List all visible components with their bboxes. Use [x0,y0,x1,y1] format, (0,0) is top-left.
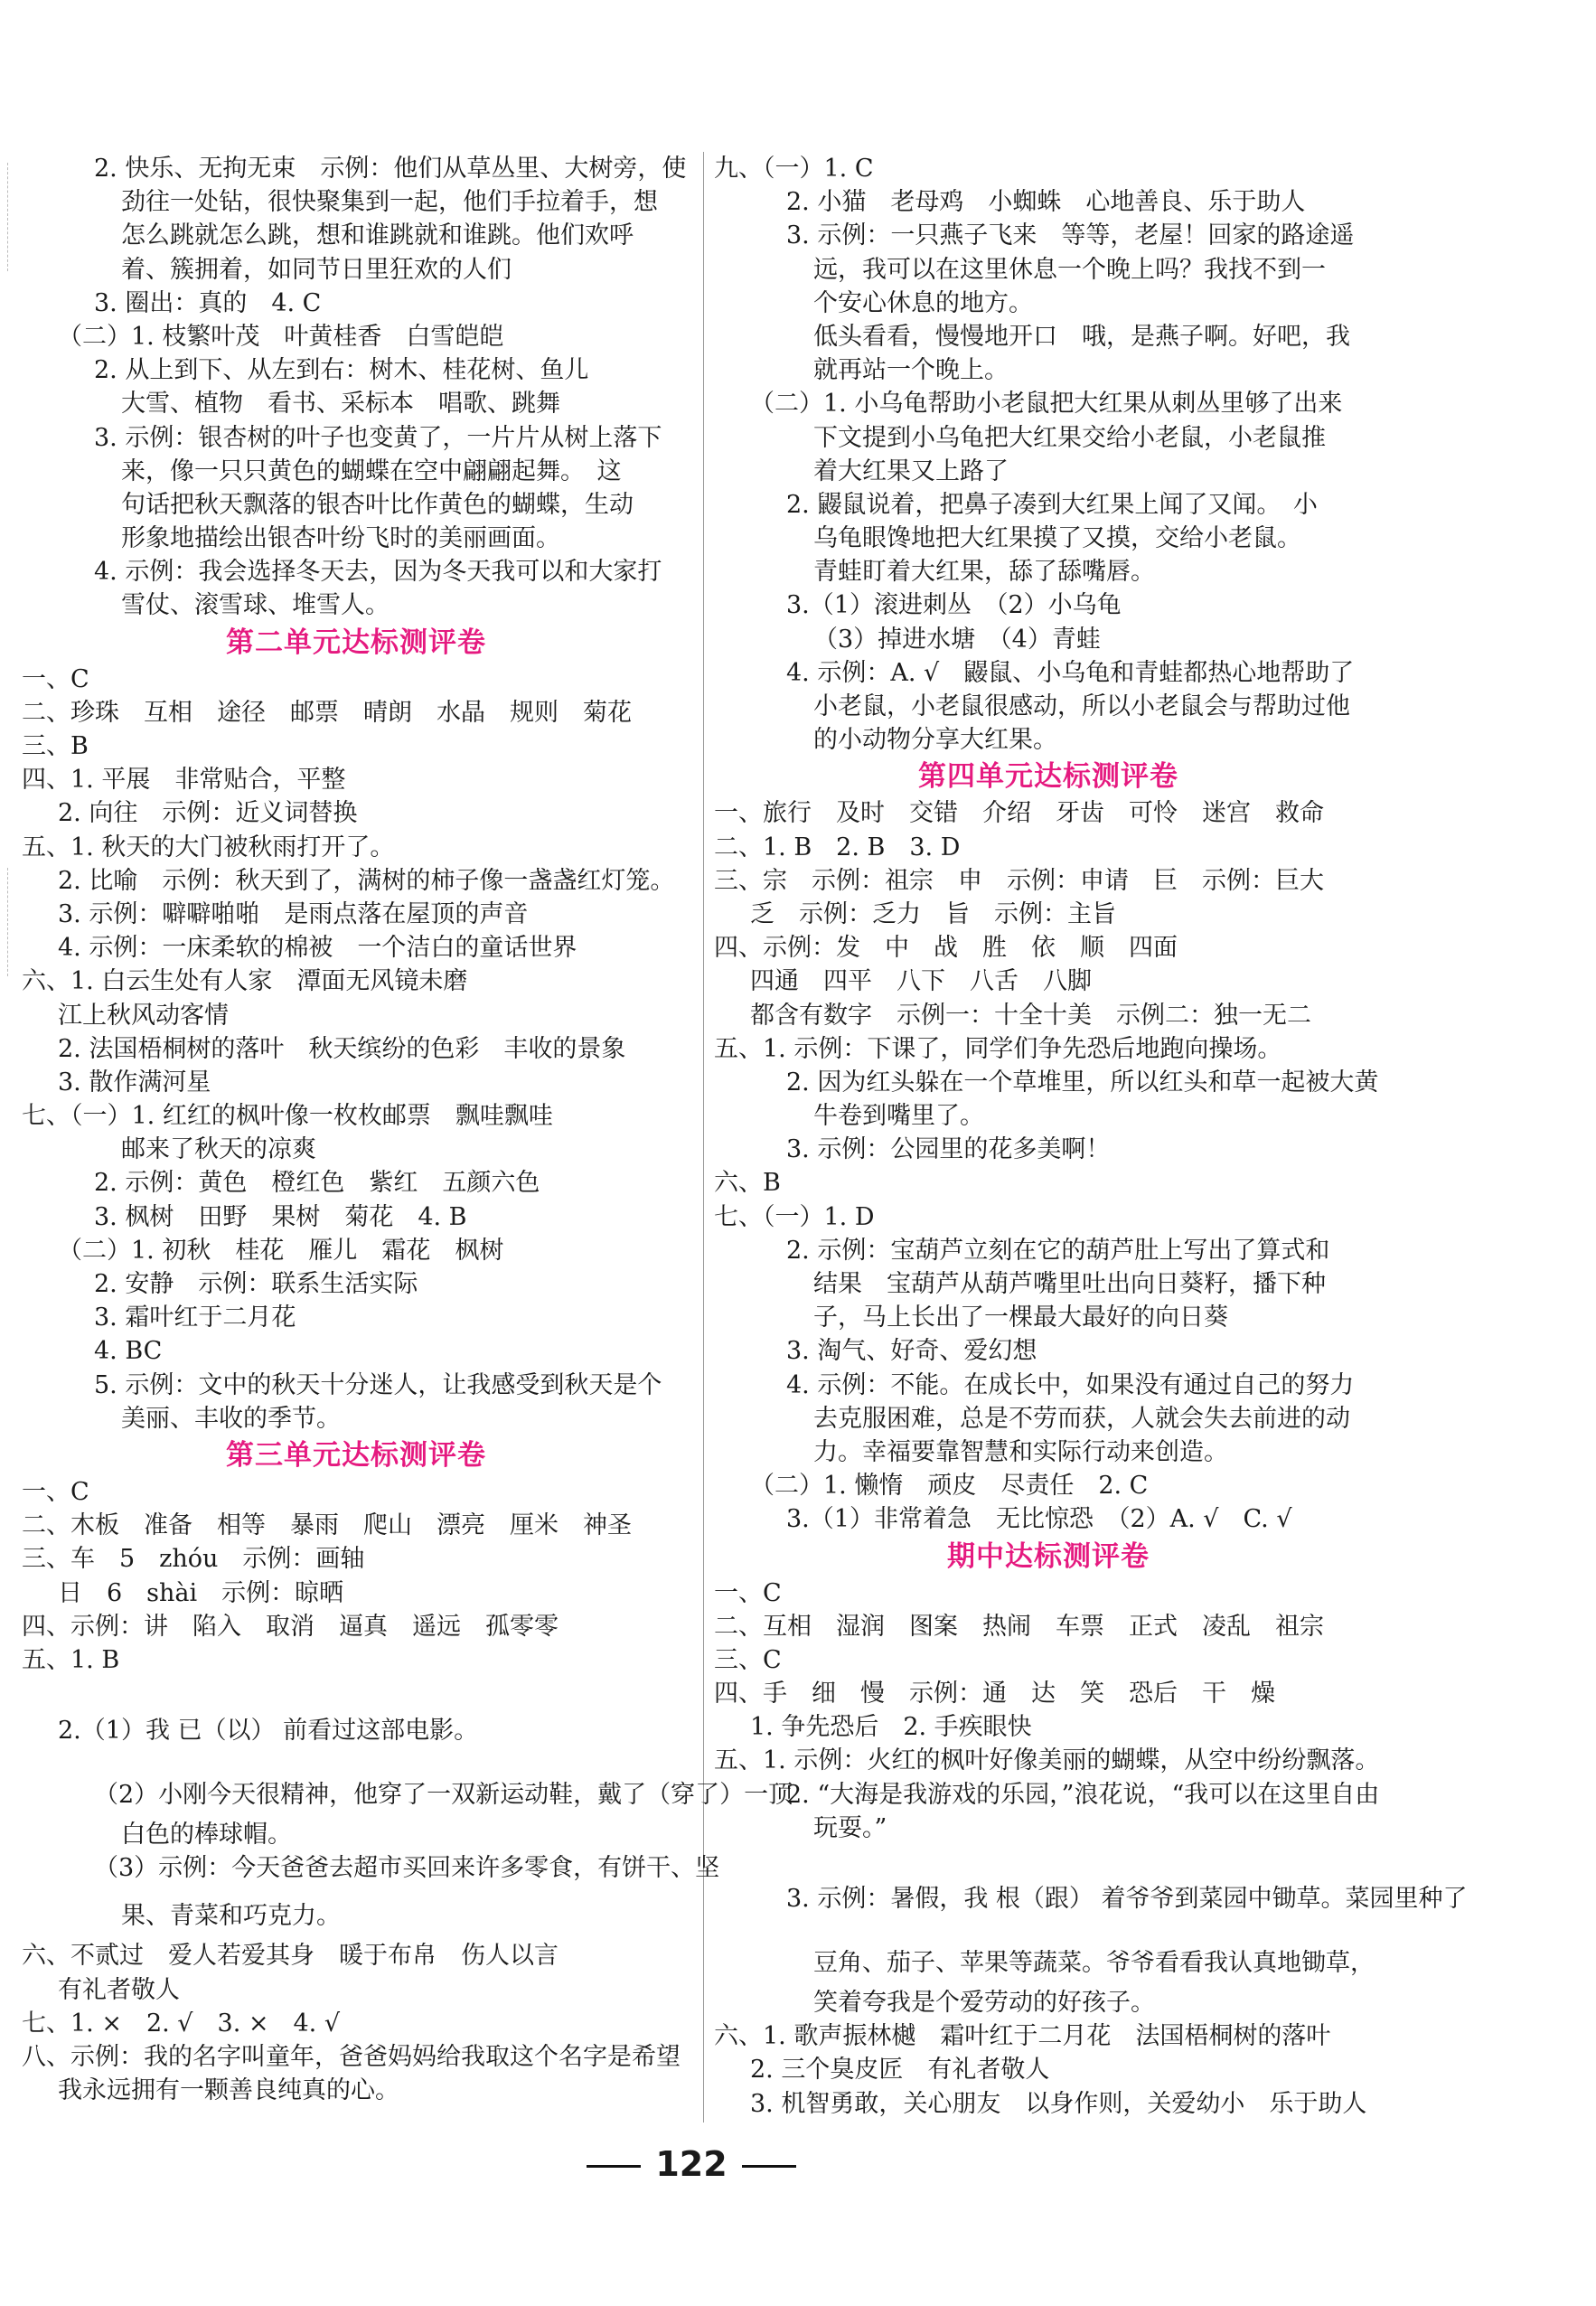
answer-line: 4. BC [94,1337,163,1366]
answer-line: 有礼者敬人 [58,1975,180,2004]
answer-line: 2. 比喻 示例：秋天到了，满树的柿子像一盏盏红灯笼。 [58,866,675,895]
answer-line: 六、不贰过 爱人若爱其身 暖于布帛 伤人以言 [22,1942,559,1971]
answer-line: 2. 法国梧桐树的落叶 秋天缤纷的色彩 丰收的景象 [58,1034,626,1063]
answer-line: 1. 争先恐后 2. 手疾眼快 [750,1713,1032,1742]
answer-line: 豆角、茄子、苹果等蔬菜。爷爷看看我认真地锄草， [813,1949,1375,1977]
answer-line: 六、B [714,1169,781,1198]
section-heading: 第三单元达标测评卷 [226,1438,486,1472]
answer-line: 笑着夸我是个爱劳动的好孩子。 [813,1989,1155,2017]
answer-line: （2）小刚今天很精神，他穿了一双新运动鞋，戴了（穿了）一顶 [94,1781,793,1810]
answer-line: 六、1. 白云生处有人家 潭面无风镜未磨 [22,967,468,996]
answer-line: 结果 宝葫芦从葫芦嘴里吐出向日葵籽，播下种 [813,1270,1326,1298]
answer-line: 四、手 细 慢 示例：通 达 笑 恐后 干 燥 [714,1680,1275,1708]
answer-line: 白色的棒球帽。 [121,1821,292,1850]
right-answer-column [714,152,1468,2121]
answer-line: 三、车 5 zhóu 示例：画轴 [22,1545,365,1574]
answer-line: 子，马上长出了一棵最大最好的向日葵 [813,1304,1228,1332]
answer-line: 七、1. × 2. √ 3. × 4. √ [22,2009,341,2038]
answer-line: 四、1. 平展 非常贴合，平整 [22,766,346,795]
answer-line: 4. 示例：一床柔软的棉被 一个洁白的童话世界 [58,934,577,963]
answer-line: 果、青菜和巧克力。 [121,1902,341,1931]
answer-line: 五、1. B [22,1645,120,1674]
binding-margin-mark [7,163,14,271]
answer-line: 形象地描绘出银杏叶纷飞时的美丽画面。 [121,524,560,553]
answer-line: 劲往一处钻，很快聚集到一起，他们手拉着手，想 [121,188,658,217]
answer-line: 4. 示例：不能。在成长中，如果没有通过自己的努力 [786,1370,1355,1399]
answer-line: （二）1. 初秋 桂花 雁儿 霜花 枫树 [58,1236,504,1265]
answer-line: 都含有数字 示例一：十全十美 示例二：独一无二 [750,1001,1311,1030]
answer-line: 三、宗 示例：祖宗 申 示例：申请 巨 示例：巨大 [714,866,1324,895]
answer-line: 2. 鼹鼠说着，把鼻子凑到大红果上闻了又闻。 小 [786,490,1318,519]
answer-line: 4. 示例：我会选择冬天去，因为冬天我可以和大家打 [94,558,662,587]
binding-margin-mark [7,868,14,976]
answer-line: 牛卷到嘴里了。 [813,1102,984,1131]
answer-line: 三、C [714,1645,782,1674]
answer-line: 的小动物分享大红果。 [813,726,1057,755]
answer-line: 力。幸福要靠智慧和实际行动来创造。 [813,1437,1228,1466]
answer-line: 五、1. 示例：下课了，同学们争先恐后地跑向操场。 [714,1034,1282,1063]
answer-line: （3）示例：今天爸爸去超市买回来许多零食，有饼干、坚 [94,1854,720,1883]
answer-line: 玩耍。” [813,1813,887,1842]
answer-line: 4. 示例：A. √ 鼹鼠、小乌龟和青蛙都热心地帮助了 [786,658,1355,687]
answer-line: 2. “大海是我游戏的乐园，”浪花说，“我可以在这里自由 [786,1780,1380,1809]
page-number: 122 [655,2144,728,2184]
answer-line: 去克服困难，总是不劳而获，人就会失去前进的动 [813,1404,1350,1433]
answer-line: 四、示例：发 中 战 胜 依 顺 四面 [714,934,1178,963]
answer-line: 八、示例：我的名字叫童年，爸爸妈妈给我取这个名字是希望 [22,2043,681,2071]
answer-line: 3. 枫树 田野 果树 菊花 4. B [94,1202,467,1231]
answer-line: 乏 示例：乏力 旨 示例：主旨 [750,899,1116,928]
answer-line: 二、1. B 2. B 3. D [714,833,961,861]
answer-line: 2. 三个臭皮匠 有礼者敬人 [750,2056,1050,2085]
answer-line: 句话把秋天飘落的银杏叶比作黄色的蝴蝶，生动 [121,490,634,519]
footer-dash-right [742,2165,796,2168]
answer-line: 着大红果又上路了 [813,456,1009,485]
answer-line: 二、互相 湿润 图案 热闹 车票 正式 凌乱 祖宗 [714,1612,1324,1641]
answer-line: 2. 安静 示例：联系生活实际 [94,1270,418,1298]
answer-line: 就再站一个晚上。 [813,356,1009,385]
section-heading: 期中达标测评卷 [947,1539,1150,1573]
answer-line: 青蛙盯着大红果，舔了舔嘴唇。 [813,558,1155,587]
answer-line: 3. 示例：一只燕子飞来 等等，老屋！回家的路途遥 [786,221,1355,250]
answer-line: （3）掉进水塘 （4）青蛙 [813,625,1101,654]
section-heading: 第二单元达标测评卷 [226,626,486,659]
answer-line: 3. 淘气、好奇、爱幻想 [786,1337,1037,1366]
answer-line: 2. 示例：宝葫芦立刻在它的葫芦肚上写出了算式和 [786,1236,1330,1265]
answer-line: 3.（1）非常着急 无比惊恐 （2）A. √ C. √ [786,1505,1292,1534]
footer-dash-left [587,2165,641,2168]
answer-line: 美丽、丰收的季节。 [121,1404,341,1433]
answer-line: 2.（1）我 已（以） 前看过这部电影。 [58,1717,479,1746]
answer-line: 低头看看，慢慢地开口 哦，是燕子啊。好吧，我 [813,322,1350,351]
answer-line: 四、示例：讲 陷入 取消 逼真 遥远 孤零零 [22,1612,559,1641]
answer-line: 2. 因为红头躲在一个草堆里，所以红头和草一起被大黄 [786,1068,1379,1097]
answer-line: 3. 示例：公园里的花多美啊！ [786,1135,1111,1164]
answer-line: 乌龟眼馋地把大红果摸了又摸，交给小老鼠。 [813,524,1301,553]
answer-line: （二）1. 枝繁叶茂 叶黄桂香 白雪皑皑 [58,322,504,351]
answer-line: 3. 霜叶红于二月花 [94,1304,296,1332]
answer-line: 三、B [22,732,89,760]
answer-line: 3. 机智勇敢，关心朋友 以身作则，关爱幼小 乐于助人 [750,2089,1367,2118]
answer-line: 一、旅行 及时 交错 介绍 牙齿 可怜 迷宫 救命 [714,799,1324,828]
answer-line: 小老鼠，小老鼠很感动，所以小老鼠会与帮助过他 [813,692,1350,720]
answer-line: 来，像一只只黄色的蝴蝶在空中翩翩起舞。 这 [121,456,622,485]
answer-line: 二、珍珠 互相 途径 邮票 晴朗 水晶 规则 菊花 [22,698,632,727]
answer-line: 下文提到小乌龟把大红果交给小老鼠，小老鼠推 [813,423,1326,452]
answer-line: 七、（一）1. D [714,1202,875,1231]
answer-line: 雪仗、滚雪球、堆雪人。 [121,591,390,620]
answer-line: 怎么跳就怎么跳，想和谁跳就和谁跳。他们欢呼 [121,221,634,250]
section-heading: 第四单元达标测评卷 [918,760,1178,794]
answer-line: 3.（1）滚进刺丛 （2）小乌龟 [786,591,1122,620]
answer-line: 一、C [22,1477,89,1506]
answer-line: 着、簇拥着，如同节日里狂欢的人们 [121,255,512,284]
answer-line: 一、C [22,664,89,693]
answer-line: 五、1. 示例：火红的枫叶好像美丽的蝴蝶，从空中纷纷飘落。 [714,1746,1380,1775]
answer-line: 日 6 shài 示例：晾晒 [58,1578,344,1607]
answer-line: 3. 示例：银杏树的叶子也变黄了，一片片从树上落下 [94,423,662,452]
answer-line: 六、1. 歌声振林樾 霜叶红于二月花 法国梧桐树的落叶 [714,2022,1331,2051]
answer-line: 2. 小猫 老母鸡 小蜘蛛 心地善良、乐于助人 [786,188,1306,217]
answer-line: （二）1. 小乌龟帮助小老鼠把大红果从刺丛里够了出来 [750,390,1343,419]
page-number-footer [0,2144,1383,2184]
answer-line: 二、木板 准备 相等 暴雨 爬山 漂亮 厘米 神圣 [22,1511,632,1540]
answer-line: 2. 从上到下、从左到右：树木、桂花树、鱼儿 [94,356,589,385]
answer-line: 2. 示例：黄色 橙红色 紫红 五颜六色 [94,1169,540,1198]
answer-line: 四通 四平 八下 八舌 八脚 [750,967,1092,996]
answer-line: 远，我可以在这里休息一个晚上吗？我找不到一 [813,255,1326,284]
answer-line: 3. 示例：暑假，我 根（跟） 着爷爷到菜园中锄草。菜园里种了 [786,1885,1468,1913]
answer-line: 5. 示例：文中的秋天十分迷人，让我感受到秋天是个 [94,1370,662,1399]
answer-line: 我永远拥有一颗善良纯真的心。 [58,2076,399,2105]
answer-line: 3. 示例：噼噼啪啪 是雨点落在屋顶的声音 [58,899,529,928]
answer-line: 2. 快乐、无拘无束 示例：他们从草丛里、大树旁，使 [94,155,687,183]
column-divider [703,152,704,2122]
answer-line: 五、1. 秋天的大门被秋雨打开了。 [22,833,395,861]
answer-line: 3. 圈出：真的 4. C [94,288,322,317]
answer-line: 邮来了秋天的凉爽 [121,1135,316,1164]
answer-line: 七、（一）1. 红红的枫叶像一枚枚邮票 飘哇飘哇 [22,1102,553,1131]
answer-line: （二）1. 懒惰 顽皮 尽责任 2. C [750,1472,1149,1501]
answer-line: 2. 向往 示例：近义词替换 [58,799,358,828]
answer-line: 个安心休息的地方。 [813,288,1033,317]
answer-line: 一、C [714,1578,782,1607]
answer-line: 3. 散作满河星 [58,1068,211,1097]
answer-line: 九、（一）1. C [714,155,874,183]
answer-line: 江上秋风动客情 [58,1001,229,1030]
answer-line: 大雪、植物 看书、采标本 唱歌、跳舞 [121,390,560,419]
